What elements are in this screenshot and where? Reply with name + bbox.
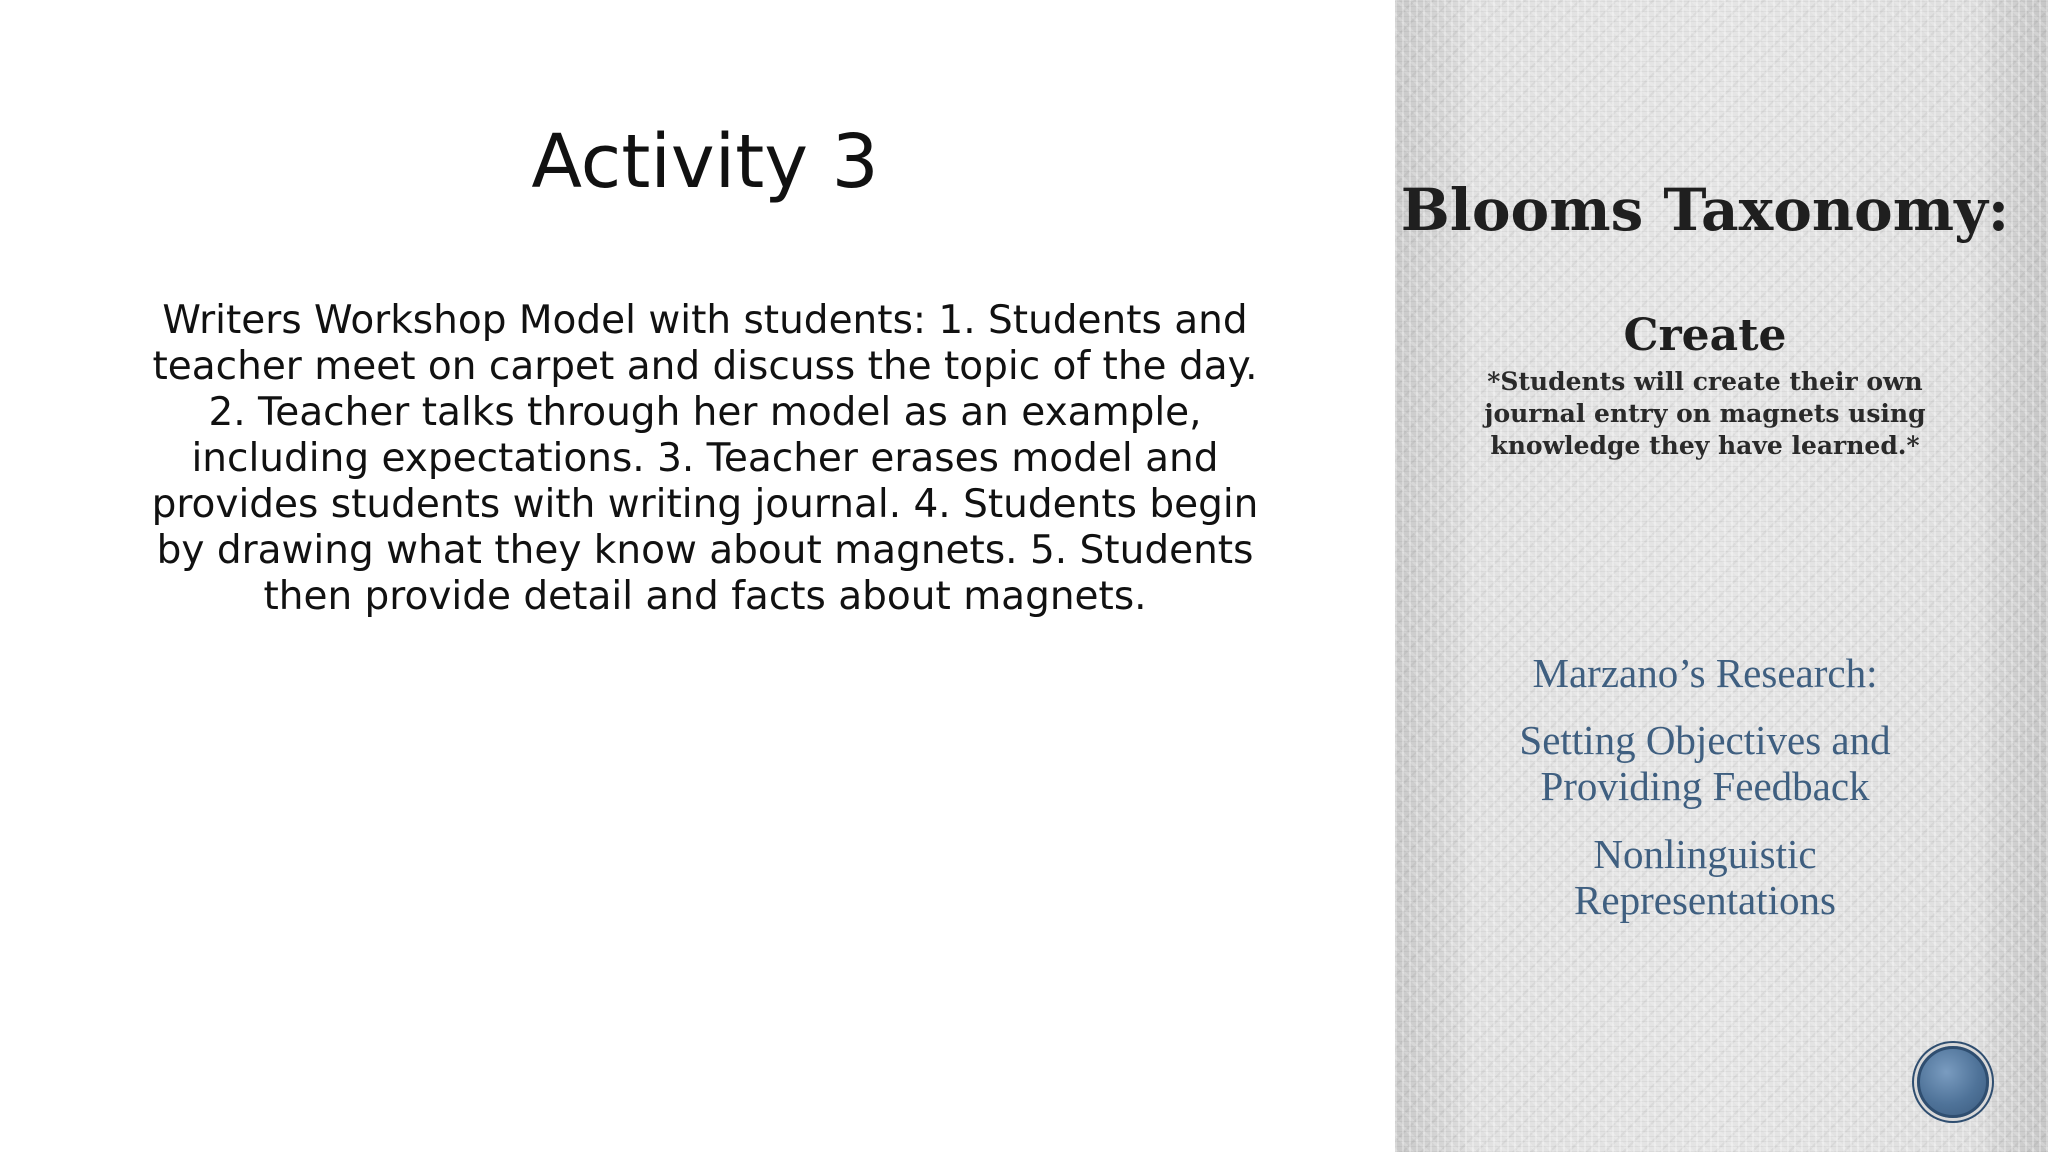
sidebar-panel [1395,0,2048,1152]
blooms-level: Create [1623,310,1787,361]
marzano-item-nonlinguistic: Nonlinguistic Representations [1574,831,1836,923]
circle-nav-icon[interactable] [1917,1046,1989,1118]
blooms-heading: Blooms Taxonomy: [1400,176,2010,244]
sidebar-texture-strip [1465,0,1988,1152]
marzano-item-objectives: Setting Objectives and Providing Feedback [1519,717,1891,809]
slide-body-text: Writers Workshop Model with students: 1. Students and teacher meet on carpet and discuss the topic of the day. 2. Teacher talks through her model as an example, including expectations. 3. Teacher erases model and provides students with writing journal. 4. Students begin by drawing what they know about magnets. 5. Students then provide detail and facts about magnets. [151,298,1259,619]
blooms-note: *Students will create their own journal entry on magnets using knowledge they have learned.* [1484,367,1926,460]
marzano-title: Marzano’s Research: [1532,650,1878,696]
slide-title: Activity 3 [531,119,879,205]
